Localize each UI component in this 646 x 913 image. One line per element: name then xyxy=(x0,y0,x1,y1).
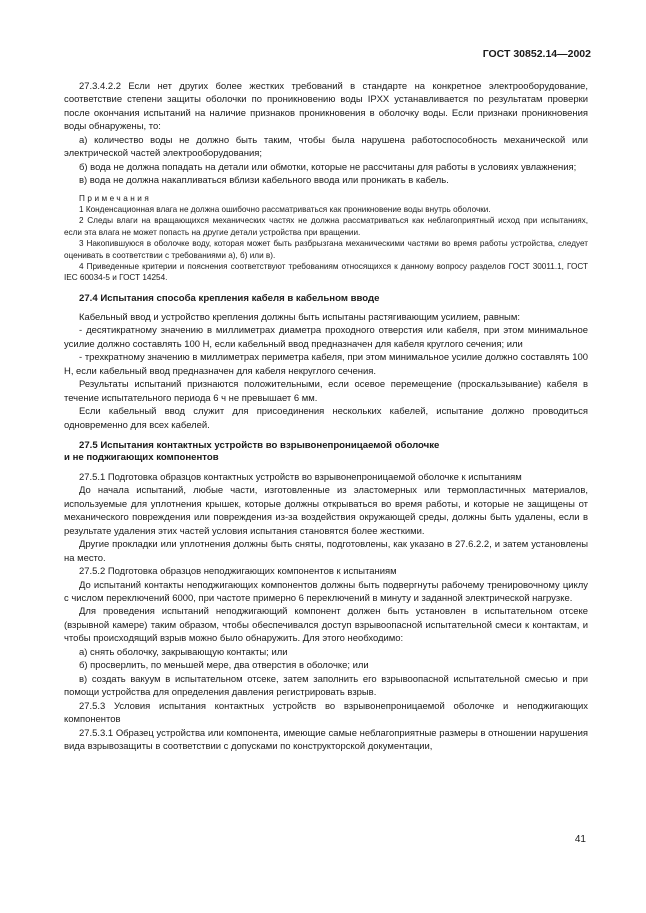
paragraph: Кабельный ввод и устройство крепления должны быть испытаны растягивающим усилием, равным: xyxy=(79,311,520,323)
document-body xyxy=(64,80,588,753)
heading-line: и не поджигающих компонентов xyxy=(64,452,219,464)
paragraph: - десятикратному значению в миллиметрах диаметра проходного отверстия или кабеля, при этом минимальное усилие должно составлять 100 Н, если кабельный ввод предназначен для кабеля круглого сечения; или xyxy=(64,325,588,350)
note-item: 1 Конденсационная влага не должна ошибочно рассматриваться как проникновение воды внутрь оболочки. xyxy=(79,205,491,215)
note-item: 4 Приведенные критерии и пояснения соответствуют требованиям относящихся к данному вопросу разделов ГОСТ 30011.1, ГОСТ IEC 60034-5 и ГОСТ 14254. xyxy=(64,262,588,283)
paragraph: б) просверлить, по меньшей мере, два отверстия в оболочке; или xyxy=(79,660,369,672)
paragraph: До начала испытаний, любые части, изготовленные из эластомерных или термопластичных материалов, используемые для уплотнения крышек, которые должны открываться во время работы, и которые не защищены от механического повреждения или повреждения из-за воздействия окружающей среды, должны быть удалены, если в результате удаления этих частей условия испытания становятся более жесткими. xyxy=(64,485,588,537)
paragraph: - трехкратному значению в миллиметрах периметра кабеля, при этом минимальное усилие должно составлять 100 Н, если кабельный ввод предназначен для кабеля некруглого сечения. xyxy=(64,352,588,377)
paragraph: 27.5.2 Подготовка образцов неподжигающих компонентов к испытаниям xyxy=(79,566,397,578)
paragraph: До испытаний контакты неподжигающих компонентов должны быть подвергнуты рабочему тренировочному циклу с числом переключений 6000, при частоте примерно 6 переключений в минуту и заданной электрической нагрузке. xyxy=(64,579,588,605)
note-item: 3 Накопившуюся в оболочке воду, которая может быть разбрызгана механическими частями во время работы устройства, следует оценивать в соответствии с требованиями а), б) или в). xyxy=(64,239,588,260)
heading-line: 27.5 Испытания контактных устройств во взрывонепроницаемой оболочке xyxy=(79,439,440,451)
section-heading-27-5 xyxy=(64,440,588,465)
paragraph: Другие прокладки или уплотнения должны быть сняты, подготовлены, как указано в 27.6.2.2, и затем установлены на место. xyxy=(64,539,588,564)
paragraph: б) вода не должна попадать на детали или обмотки, которые не рассчитаны для работы в условиях увлажнения; xyxy=(79,161,577,173)
notes-block xyxy=(64,193,588,284)
paragraph: Для проведения испытаний неподжигающий компонент должен быть установлен в испытательном отсеке (взрывной камере) таким образом, чтобы обеспечивался доступ взрывоопасной испытательной смеси к контактам, и чтобы происходящий взрыв можно было обнаружить. Для этого необходимо: xyxy=(64,606,588,645)
paragraph: а) снять оболочку, закрывающую контакты; или xyxy=(79,646,288,658)
paragraph: 27.5.3.1 Образец устройства или компонента, имеющие самые неблагоприятные размеры в отношении нарушения вида взрывозащиты в соответствии с допусками по конструкторской документации, xyxy=(64,727,588,753)
paragraph: Если кабельный ввод служит для присоединения нескольких кабелей, испытание должно проводиться одновременно для всех кабелей. xyxy=(64,406,588,431)
paragraph: в) создать вакуум в испытательном отсеке, затем заполнить его взрывоопасной испытательной смесью и при помощи устройства для определения давления регистрировать взрыв. xyxy=(64,673,588,699)
section-heading-27-4: 27.4 Испытания способа крепления кабеля в кабельном вводе xyxy=(79,292,380,304)
notes-title: Примечания xyxy=(79,193,152,203)
paragraph: Результаты испытаний признаются положительными, если осевое перемещение (проскальзывание) кабеля в течение испытательного периода 6 ч не превышает 6 мм. xyxy=(64,379,588,404)
paragraph: 27.5.3 Условия испытания контактных устройств во взрывонепроницаемой оболочке и неподжигающих компонентов xyxy=(64,700,588,726)
document-header: ГОСТ 30852.14—2002 xyxy=(482,48,591,60)
page-number: 41 xyxy=(574,834,586,845)
paragraph: в) вода не должна накапливаться вблизи кабельного ввода или проникать в кабель. xyxy=(79,175,449,187)
paragraph: а) количество воды не должно быть таким, чтобы была нарушена работоспособность механической или электрической частей электрооборудования; xyxy=(64,134,588,160)
paragraph: 27.3.4.2.2 Если нет других более жестких требований в стандарте на конкретное электрооборудование, соответствие степени защиты оболочки по проникновению воды IPXX устанавливается по результатам проверки после окончания испытаний на наличие признаков проникновения в оболочку воды. Если признаки проникновения воды обнаружены, то: xyxy=(64,81,588,133)
note-item: 2 Следы влаги на вращающихся механических частях не должна рассматриваться как неблагоприятный исход при испытаниях, если эта влага не может попасть на другие детали устройства при вращении. xyxy=(64,216,588,237)
paragraph: 27.5.1 Подготовка образцов контактных устройств во взрывонепроницаемой оболочке к испытаниям xyxy=(79,471,522,483)
